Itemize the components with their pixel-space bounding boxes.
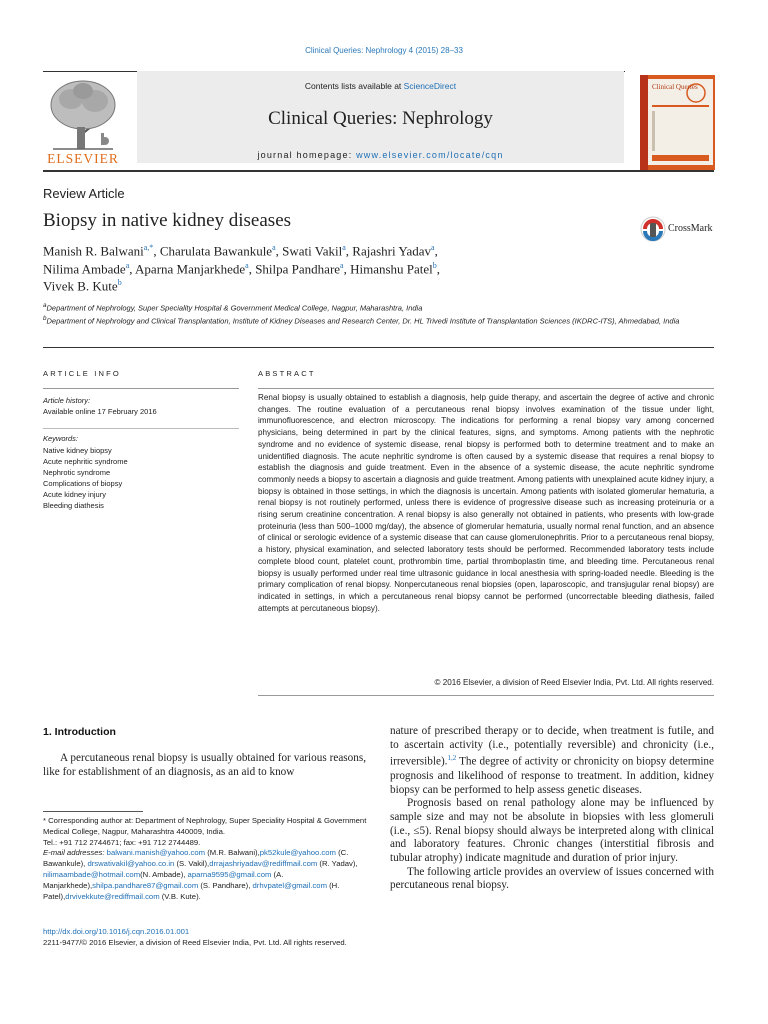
abstract-text: Renal biopsy is usually obtained to establish a diagnosis, help guide therapy, and ascertain the degree of active and chronic changes. The routine evaluation of a percutaneous renal biopsy involves examination of the tissue under light, immunofluorescence, and electron microscopy. The indications for performing a renal biopsy vary among concerned physicians, being determined in part by the clinical features, signs, and symptoms. Among patients with the nephrotic syndrome and no evidence of systemic disease, renal biopsy is performed both to determine treatment and to make an unidentified diagnosis. The acute nephritic syndrome is often caused by a systemic disease that requires a renal biopsy to establish the diagnosis and guide treatment. Even in the absence of a systemic disease, the acute nephritic syndrome commonly needs a biopsy to ascertain a diagnosis and guide treatment. Among patients with unexplained acute kidney injury, a biopsy is obtained in those settings, in which the diagnosis is uncertain. Among patients with isolated glomerular hematuria, a renal biopsy is not routinely performed, unless there is evidence of progressive disease such as increasing proteinuria or a rising serum creatinine concentration. A renal biopsy is also generally not obtained in patients, who presents with low-grade proteinuria (less than 500–1000 mg/day), the absence of glomerular hematuria, usually normal renal function, and an absence of clinical or serologic evidence of a systemic disease that can cause glomerulonephritis. Prior to a percutaneous renal biopsy, a history, physical examination, and selected laboratory tests should be performed. Recommended laboratory tests include complete blood count, platelet count, prothrombin time, partial thromboplastin time, and bleeding time. Percutaneous renal biopsy is usually performed under real time ultrasonic guidance in local anesthesia with spring-loaded needle. Bleeding is the primary complication of renal biopsy. Nonpercutaneous renal biopsies (open, laparoscopic, and transjugular renal biopsy) are indicated in settings, in which a percutaneous renal biopsy cannot be performed (uncorrectable bleeding diathesis, failed attempts at percutaneous biopsy). xyxy=(258,393,714,613)
history-label: Article history: xyxy=(43,396,91,405)
author-separator: , xyxy=(153,243,160,259)
author-name: Rajashri Yadav xyxy=(352,243,431,259)
cover-panel xyxy=(648,79,713,165)
article-info-rule xyxy=(43,388,239,389)
email-owner: (H. Patel), xyxy=(43,880,340,901)
affiliation-a: $^a$Department of Nephrology, Super Speciality Hospital & Government Medical College, Nagpur, Maharashtra, India xyxy=(43,302,423,313)
author-separator: , xyxy=(345,243,353,259)
author-affiliation-marker[interactable]: a xyxy=(245,261,249,270)
section-heading-introduction: 1. Introduction xyxy=(43,726,116,738)
citation-link[interactable]: 1,2 xyxy=(447,754,457,763)
abstract-heading: ABSTRACT xyxy=(258,369,316,378)
email-owner: (R. Yadav), xyxy=(317,859,358,869)
author-affiliation-marker[interactable]: a xyxy=(125,261,130,270)
right-paragraph-1 xyxy=(390,725,714,797)
contents-availability xyxy=(137,81,624,91)
homepage-prefix: journal homepage: xyxy=(257,150,357,160)
email-link[interactable]: shilpa.pandhare87@gmail.com xyxy=(92,880,199,890)
affiliation-a-text: Department of Nephrology, Super Speciality Hospital & Government Medical College, Nagpur, Maharashtra, India xyxy=(46,303,423,313)
email-owner: (C. Bawankule), xyxy=(43,848,349,869)
authors-line-1 xyxy=(43,243,438,259)
abstract-rule xyxy=(258,388,714,389)
cover-art-icon xyxy=(648,79,713,165)
author-affiliation-marker[interactable]: b xyxy=(432,261,437,270)
keyword: Complications of biopsy xyxy=(43,479,123,488)
contents-prefix: Contents lists available at xyxy=(304,81,404,91)
email-link[interactable]: drswativakil@yahoo.co.in xyxy=(87,859,175,869)
author-name: Nilima Ambade xyxy=(43,261,126,277)
author-name: Himanshu Patel xyxy=(350,261,433,277)
homepage-link[interactable]: www.elsevier.com/locate/cqn xyxy=(356,150,504,160)
issn-copyright: 2211-9477/© 2016 Elsevier, a division of Reed Elsevier India, Pvt. Ltd. All rights reserved. xyxy=(43,938,347,947)
affiliation-b: $^b$Department of Nephrology and Clinical Transplantation, Institute of Kidney Diseases and Research Center, Dr. HL Trivedi Institute of Transplantation Sciences (IKDRC-ITS), Ahmedabad, India xyxy=(43,315,680,326)
journal-reference[interactable]: Clinical Queries: Nephrology 4 (2015) 28–33 xyxy=(305,46,463,55)
keyword: Nephrotic syndrome xyxy=(43,468,111,477)
keywords-list xyxy=(43,445,128,511)
author-name: Charulata Bawankule xyxy=(159,243,273,259)
tel-fax: Tel.: +91 712 2744671; fax: +91 712 2744489. xyxy=(43,837,201,847)
email-link[interactable]: aparna9595@gmail.com xyxy=(187,869,272,879)
keyword: Native kidney biopsy xyxy=(43,446,112,455)
affiliation-b-text: Department of Nephrology and Clinical Transplantation, Institute of Kidney Diseases and Research Center, Dr. HL Trivedi Institute of Transplantation Sciences (IKDRC-ITS), Ahmedabad, India xyxy=(46,316,680,326)
author-affiliation-marker[interactable]: a xyxy=(431,243,435,252)
author-separator: , xyxy=(343,261,351,277)
keyword: Bleeding diathesis xyxy=(43,501,104,510)
article-type: Review Article xyxy=(43,186,125,201)
keywords-label: Keywords: xyxy=(43,434,79,443)
doi-link[interactable]: http://dx.doi.org/10.1016/j.cqn.2016.01.001 xyxy=(43,927,190,936)
author-name: Aparna Manjarkhede xyxy=(135,261,246,277)
author-separator: , xyxy=(436,261,441,277)
author-affiliation-marker[interactable]: a xyxy=(340,261,344,270)
email-link[interactable]: balwani.manish@yahoo.com xyxy=(106,848,206,858)
sciencedirect-link[interactable]: ScienceDirect xyxy=(403,81,457,91)
journal-title: Clinical Queries: Nephrology xyxy=(268,108,493,129)
author-separator: , xyxy=(275,243,283,259)
journal-homepage xyxy=(137,150,624,160)
author-separator: , xyxy=(248,261,256,277)
author-separator: , xyxy=(129,261,136,277)
header-bottom-rule xyxy=(43,170,714,172)
authors-line-2 xyxy=(43,261,440,277)
author-name: Manish R. Balwani xyxy=(43,243,144,259)
footnote-rule xyxy=(43,811,143,812)
article-title: Biopsy in native kidney diseases xyxy=(43,210,292,231)
email-link[interactable]: pk52kule@yahoo.com xyxy=(259,848,336,858)
footnotes xyxy=(43,816,367,902)
email-label: E-mail addresses: xyxy=(43,848,107,858)
right-column xyxy=(390,725,714,893)
right-p1-text-a: nature of prescribed therapy or to decide, when treatment is futile, and to ascertain activity (i.e., potentially reversible) and chronicity (i.e., irreversible). xyxy=(390,725,714,769)
author-separator: , xyxy=(434,243,438,259)
keyword: Acute nephritic syndrome xyxy=(43,457,128,466)
article-info-heading: ARTICLE INFO xyxy=(43,369,121,378)
keywords-rule xyxy=(43,428,239,429)
right-paragraph-2: Prognosis based on renal pathology alone may be influenced by sample size and may not be absolute in biopsies with less glomeruli (i.e., ≤5). Renal biopsy should always be interpreted along with clinical and laboratory features. Chronic changes (interstitial fibrosis and tubular atrophy) indicate magnitude and duration of prior injury. xyxy=(390,797,714,865)
crossmark-label[interactable]: CrossMark xyxy=(668,223,713,234)
author-name: Vivek B. Kute xyxy=(43,278,118,294)
keyword: Acute kidney injury xyxy=(43,490,106,499)
email-owner: (A. Manjarkhede), xyxy=(43,869,284,890)
email-owner: (N. Ambade), xyxy=(140,869,188,879)
email-owner: (V.B. Kute). xyxy=(159,891,201,901)
email-owner: (S. Vakil), xyxy=(174,859,210,869)
email-link[interactable]: nilimaambade@hotmail.com xyxy=(43,869,141,879)
author-affiliation-marker[interactable]: a xyxy=(342,243,346,252)
email-link[interactable]: drhvpatel@gmail.com xyxy=(252,880,327,890)
author-affiliation-marker[interactable]: a xyxy=(272,243,276,252)
right-p1-text-b: The degree of activity or chronicity on biopsy determine prognosis and likelihood of response to treatment. In addition, kidney biopsy can be performed to help assess genetic diseases. xyxy=(390,756,714,796)
email-link[interactable]: drvivekkute@rediffmail.com xyxy=(65,891,160,901)
email-owner: (M.R. Balwani), xyxy=(205,848,260,858)
author-name: Shilpa Pandhare xyxy=(255,261,341,277)
email-link[interactable]: drrajashriyadav@rediffmail.com xyxy=(209,859,318,869)
abstract-copyright: © 2016 Elsevier, a division of Reed Elsevier India, Pvt. Ltd. All rights reserved. xyxy=(434,678,714,687)
author-name: Swati Vakil xyxy=(282,243,343,259)
history-value: Available online 17 February 2016 xyxy=(43,407,157,416)
corresponding-author-note: * Corresponding author at: Department of Nephrology, Super Speciality Hospital & Government Medical College, Nagpur, Maharashtra 440009, India. xyxy=(43,816,367,836)
author-affiliation-marker[interactable]: a,* xyxy=(143,243,154,252)
email-owner: (S. Pandhare), xyxy=(198,880,253,890)
author-affiliation-marker[interactable]: b xyxy=(117,278,122,287)
cover-title: Clinical Queries xyxy=(652,83,698,91)
email-addresses xyxy=(43,848,367,902)
intro-paragraph-1: A percutaneous renal biopsy is usually obtained for various reasons, like for establishment of an diagnosis, as an aid to know xyxy=(43,752,366,778)
info-top-rule xyxy=(43,347,714,348)
abstract-bottom-rule xyxy=(258,695,714,696)
elsevier-logo: ELSEVIER xyxy=(47,151,119,166)
journal-cover-thumbnail[interactable] xyxy=(640,75,715,170)
authors-line-3 xyxy=(43,278,122,294)
right-paragraph-3: The following article provides an overview of issues concerned with percutaneous renal biopsy. xyxy=(390,865,714,892)
cover-spine xyxy=(640,75,648,170)
